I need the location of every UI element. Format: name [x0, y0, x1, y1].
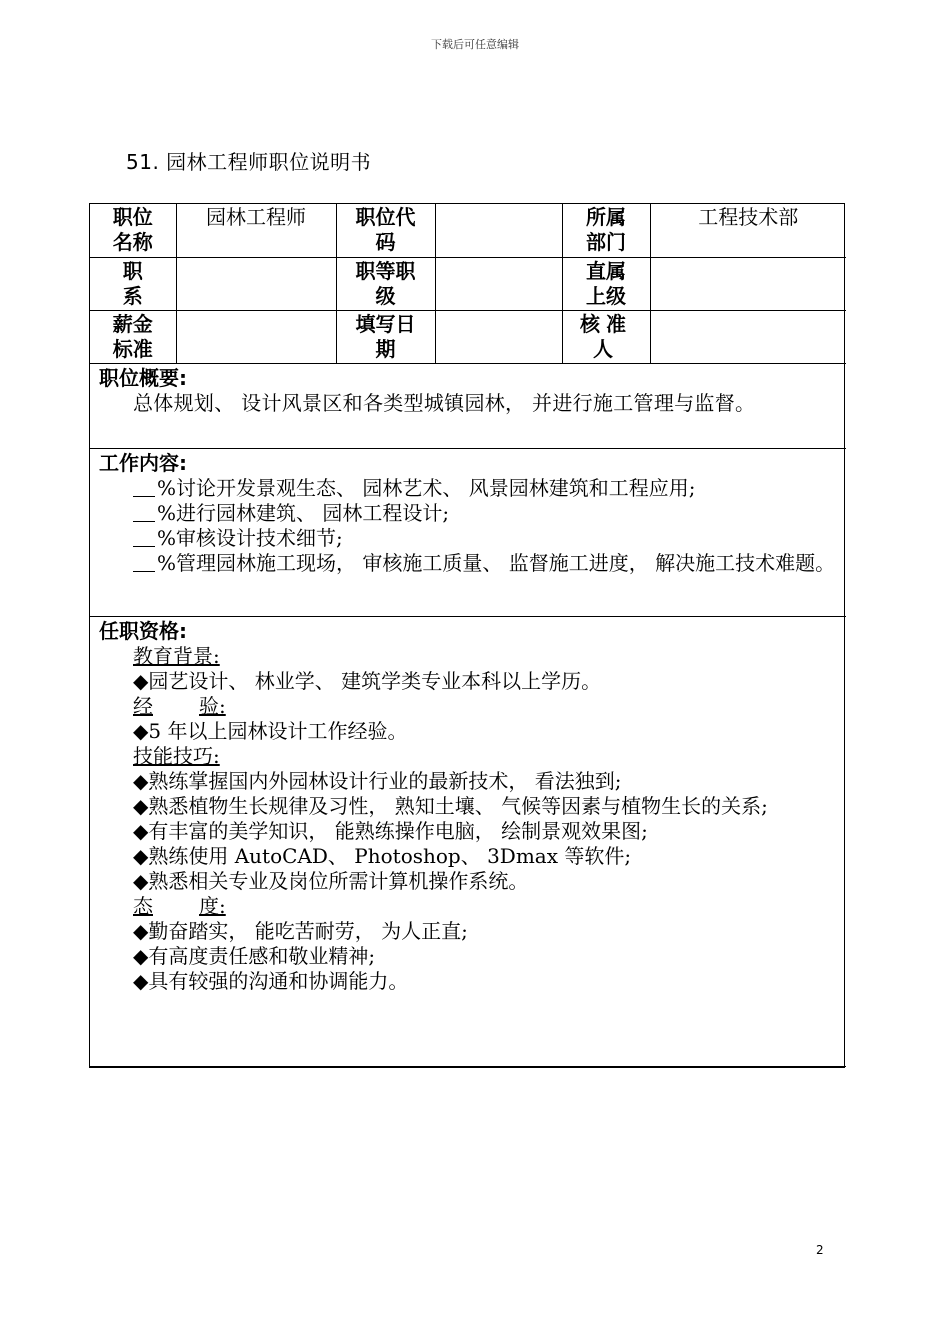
- duty-item: [99, 501, 838, 526]
- label-text: 薪金标准: [112, 311, 153, 361]
- label-text: 职等职级: [355, 258, 416, 308]
- value-position-name: 园林工程师: [176, 204, 336, 257]
- education-item: ◆园艺设计、 林业学、 建筑学类专业本科以上学历。: [133, 668, 602, 693]
- blank-underline: [133, 478, 155, 497]
- duty-item: [99, 551, 838, 576]
- job-info-table: [90, 204, 846, 1067]
- label-job-family: [90, 257, 176, 310]
- label-fill-date: [336, 310, 435, 363]
- value-salary: [176, 310, 336, 363]
- value-position-code: [435, 204, 562, 257]
- value-department: 工程技术部: [650, 204, 846, 257]
- value-job-grade: [435, 257, 562, 310]
- value-fill-date: [435, 310, 562, 363]
- skills-heading: 技能技巧:: [133, 743, 220, 768]
- experience-heading: [99, 694, 838, 719]
- summary-title: 职位概要:: [99, 365, 187, 390]
- summary-section: [90, 363, 846, 448]
- education-heading: 教育背景:: [133, 643, 220, 668]
- blank-underline: [133, 553, 155, 572]
- skill-item: ◆熟练掌握国内外园林设计行业的最新技术， 看法独到;: [133, 768, 622, 793]
- job-description-form: [89, 203, 845, 1068]
- label-job-grade: [336, 257, 435, 310]
- blank-underline: [133, 528, 155, 547]
- experience-heading-b: 验:: [199, 693, 226, 718]
- page-number: 2: [816, 1243, 824, 1257]
- duty-item: [99, 526, 838, 551]
- label-text: 所属部门: [586, 205, 626, 254]
- skill-item: ◆熟悉相关专业及岗位所需计算机操作系统。: [133, 868, 529, 893]
- summary-text: 总体规划、 设计风景区和各类型城镇园林， 并进行施工管理与监督。: [133, 390, 756, 415]
- label-position-name: [90, 204, 176, 257]
- header-note: 下载后可任意编辑: [431, 38, 519, 51]
- duties-section: [90, 448, 846, 616]
- experience-item: ◆5 年以上园林设计工作经验。: [133, 718, 408, 743]
- info-row-3: [90, 310, 846, 363]
- experience-heading-a: 经: [133, 693, 153, 718]
- info-row-1: [90, 204, 846, 257]
- label-approver: [562, 310, 650, 363]
- skill-item: ◆熟练使用 AutoCAD、 Photoshop、 3Dmax 等软件;: [133, 843, 632, 868]
- duties-title: 工作内容:: [99, 450, 187, 475]
- label-text: 填写日期: [355, 311, 416, 361]
- attitude-heading: [99, 894, 838, 919]
- qualifications-section: [90, 616, 846, 1066]
- value-supervisor: [650, 257, 846, 310]
- label-text: 直属上级: [586, 258, 626, 308]
- qualifications-title: 任职资格:: [99, 618, 187, 643]
- label-text: 职位代码: [355, 205, 416, 254]
- label-text: 职系: [122, 258, 143, 308]
- attitude-item: ◆具有较强的沟通和协调能力。: [133, 968, 409, 993]
- attitude-heading-b: 度:: [199, 893, 226, 918]
- attitude-item: ◆有高度责任感和敬业精神;: [133, 943, 376, 968]
- label-position-code: [336, 204, 435, 257]
- summary-row: [90, 363, 846, 448]
- attitude-heading-a: 态: [133, 893, 153, 918]
- duty-text: %审核设计技术细节;: [157, 525, 343, 550]
- label-department: [562, 204, 650, 257]
- skill-item: ◆有丰富的美学知识， 能熟练操作电脑， 绘制景观效果图;: [133, 818, 648, 843]
- duty-item: [99, 476, 838, 501]
- qualifications-row: [90, 616, 846, 1066]
- info-row-2: [90, 257, 846, 310]
- duty-text: %进行园林建筑、 园林工程设计;: [157, 500, 450, 525]
- duties-row: [90, 448, 846, 616]
- label-text: 核准人: [580, 311, 632, 361]
- label-text: 职位名称: [112, 205, 153, 254]
- label-supervisor: [562, 257, 650, 310]
- label-salary: [90, 310, 176, 363]
- duty-text: %管理园林施工现场， 审核施工质量、 监督施工进度， 解决施工技术难题。: [157, 550, 836, 575]
- value-approver: [650, 310, 846, 363]
- skill-item: ◆熟悉植物生长规律及习性， 熟知土壤、 气候等因素与植物生长的关系;: [133, 793, 768, 818]
- attitude-item: ◆勤奋踏实， 能吃苦耐劳， 为人正直;: [133, 918, 468, 943]
- value-job-family: [176, 257, 336, 310]
- blank-underline: [133, 503, 155, 522]
- document-title: 51. 园林工程师职位说明书: [126, 150, 372, 174]
- duty-text: %讨论开发景观生态、 园林艺术、 风景园林建筑和工程应用;: [157, 475, 696, 500]
